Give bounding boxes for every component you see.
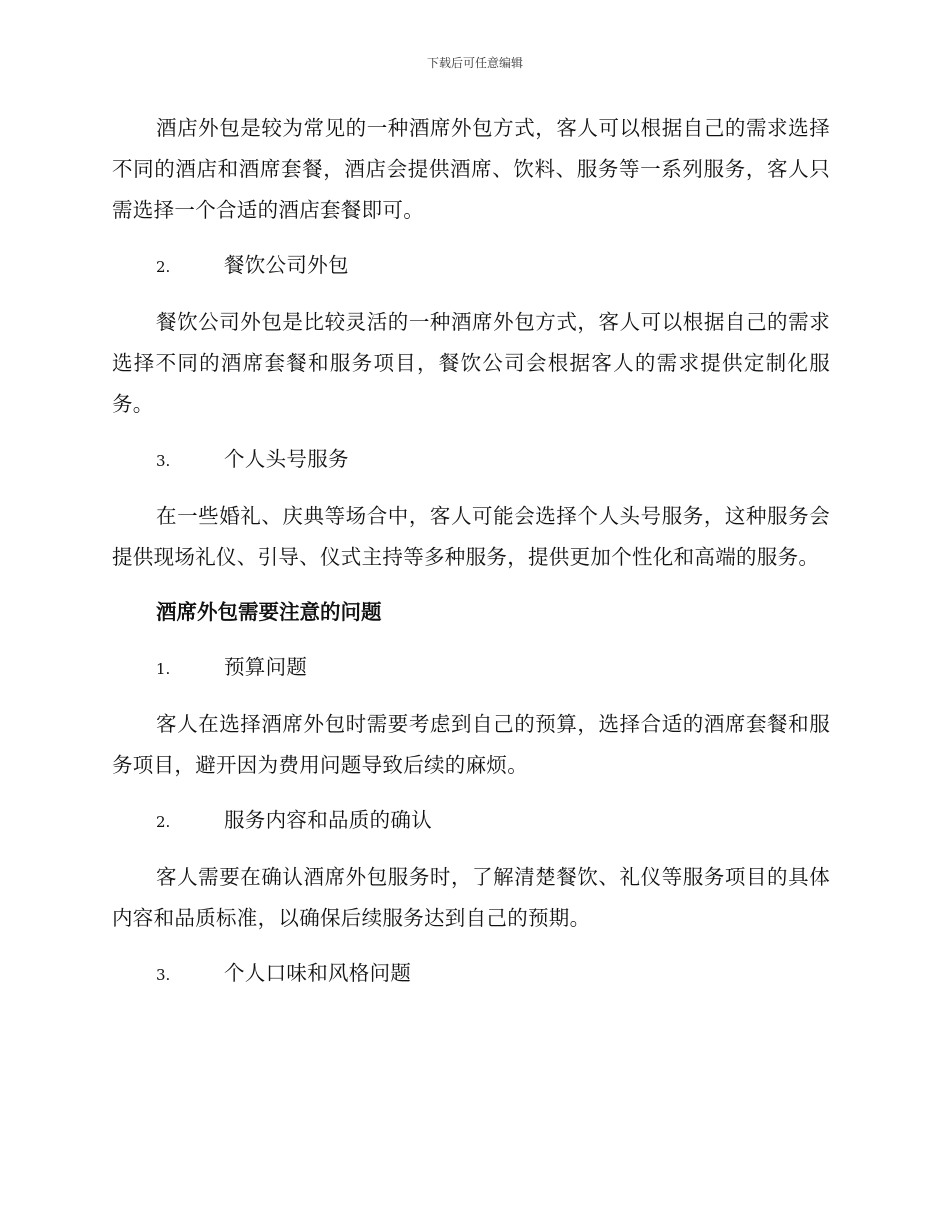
- list-item-number: 3.: [156, 966, 171, 984]
- document-body: [112, 108, 830, 1010]
- paragraph: 客人需要在确认酒席外包服务时，了解清楚餐饮、礼仪等服务项目的具体内容和品质标准，以确保后续服务达到自己的预期。: [112, 865, 830, 930]
- list-item-label: 预算问题: [224, 655, 308, 679]
- paragraph: 客人在选择酒席外包时需要考虑到自己的预算，选择合适的酒席套餐和服务项目，避开因为费用问题导致后续的麻烦。: [112, 712, 830, 777]
- list-item: [112, 245, 830, 288]
- list-item-number: 3.: [156, 452, 171, 470]
- list-item: [112, 953, 830, 996]
- list-item-label: 个人头号服务: [224, 447, 349, 471]
- list-item-label: 个人口味和风格问题: [224, 961, 412, 985]
- section-heading: 酒席外包需要注意的问题: [156, 600, 382, 624]
- list-item-label: 餐饮公司外包: [224, 253, 349, 277]
- paragraph: 在一些婚礼、庆典等场合中，客人可能会选择个人头号服务，这种服务会提供现场礼仪、引导、仪式主持等多种服务，提供更加个性化和高端的服务。: [112, 504, 830, 569]
- list-item-number: 2.: [156, 258, 171, 276]
- page-header: 下载后可任意编辑: [426, 56, 523, 70]
- list-item-number: 1.: [156, 660, 171, 678]
- list-item-label: 服务内容和品质的确认: [224, 808, 432, 832]
- list-item: [112, 647, 830, 690]
- list-item: [112, 439, 830, 482]
- list-item: [112, 800, 830, 843]
- paragraph: 餐饮公司外包是比较灵活的一种酒席外包方式，客人可以根据自己的需求选择不同的酒席套餐和服务项目，餐饮公司会根据客人的需求提供定制化服务。: [112, 310, 830, 416]
- list-item-number: 2.: [156, 813, 171, 831]
- paragraph: 酒店外包是较为常见的一种酒席外包方式，客人可以根据自己的需求选择不同的酒店和酒席套餐，酒店会提供酒席、饮料、服务等一系列服务，客人只需选择一个合适的酒店套餐即可。: [112, 116, 830, 222]
